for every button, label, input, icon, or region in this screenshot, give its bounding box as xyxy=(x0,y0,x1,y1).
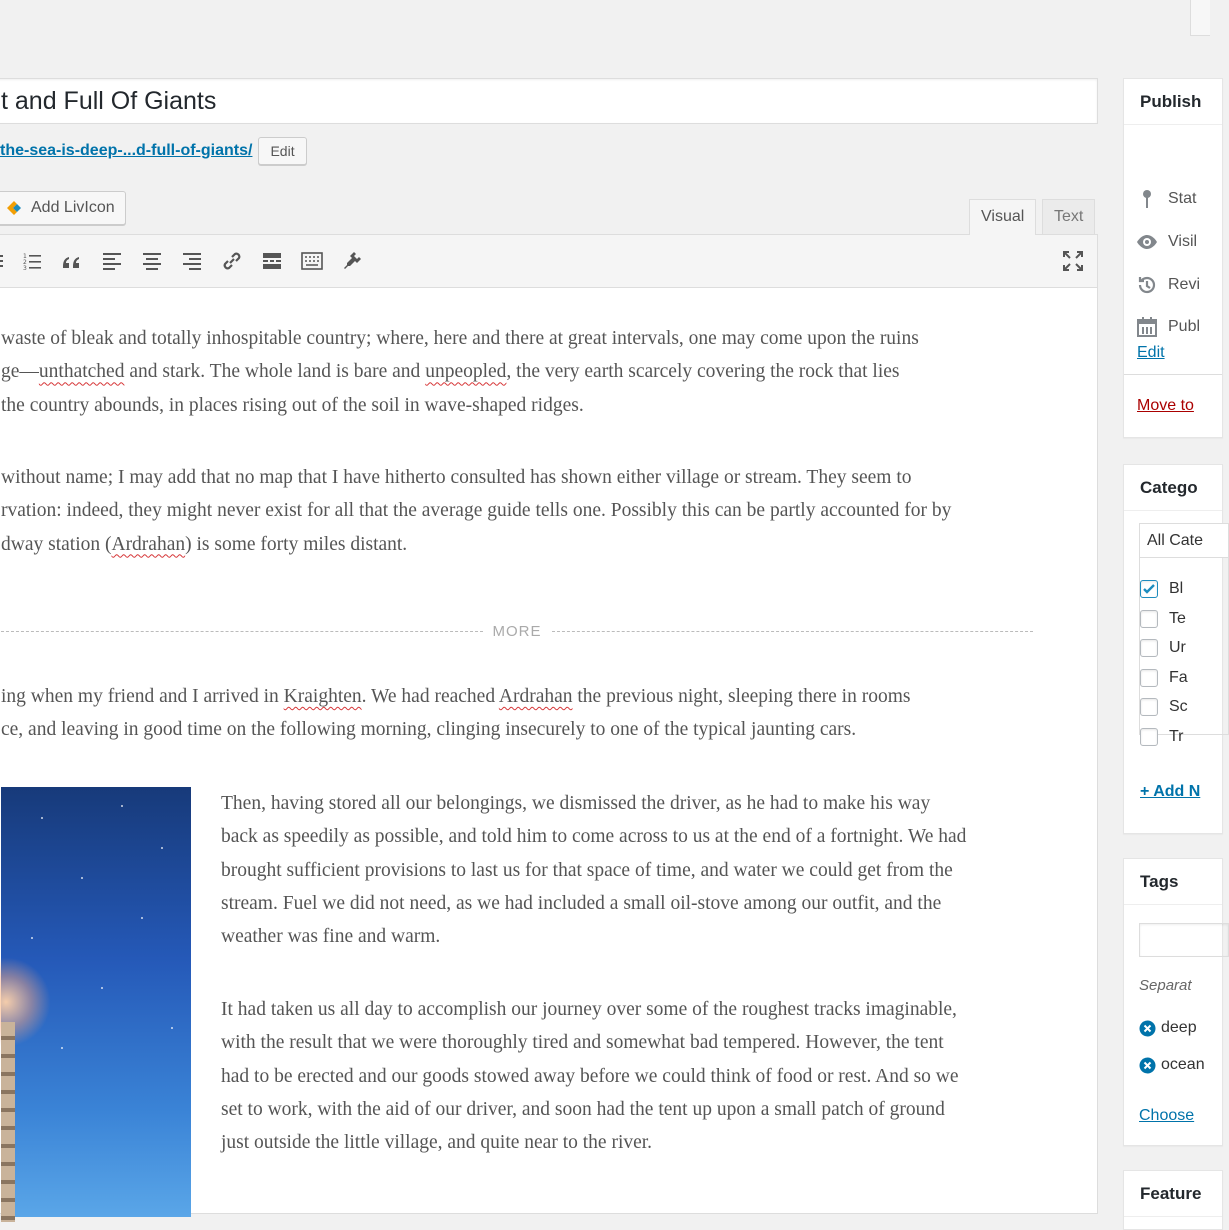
revisions-label: Revi xyxy=(1168,276,1201,293)
lighthouse-tower xyxy=(1,1022,15,1222)
text-line: without name; I may add that no map that I have hitherto consulted has shown either village or stream. They seem to xyxy=(1,467,912,488)
text-span: ge— xyxy=(1,361,39,383)
misspelled-word: unthatched xyxy=(38,361,125,383)
publish-box xyxy=(1123,78,1223,438)
text-line xyxy=(1,355,919,388)
text-span: and stark. The whole land is bare and xyxy=(124,361,426,383)
permalink-edit-button[interactable]: Edit xyxy=(258,137,306,165)
category-item[interactable] xyxy=(1140,639,1186,657)
paragraph xyxy=(1,322,919,422)
visibility-label: Visil xyxy=(1168,233,1198,250)
paragraph xyxy=(1,680,910,747)
tags-title: Tags xyxy=(1124,859,1222,905)
read-more-icon[interactable] xyxy=(258,247,286,275)
misspelled-word: Ardrahan xyxy=(498,686,573,707)
category-label: Fa xyxy=(1169,669,1188,686)
more-separator xyxy=(1,619,1033,643)
tag-item xyxy=(1139,1019,1197,1037)
text-line: weather was fine and warm. xyxy=(221,926,441,948)
text-line: waste of bleak and totally inhospitable country; where, here and there at great intervals, one may come upon the ruins xyxy=(1,328,919,349)
text-span: dway station ( xyxy=(1,533,112,555)
category-item[interactable] xyxy=(1140,669,1188,687)
add-new-category-link[interactable]: + Add N xyxy=(1140,783,1201,800)
more-dash-right xyxy=(552,631,1034,632)
published-row xyxy=(1136,316,1200,338)
text-line xyxy=(1,528,951,561)
category-checkbox[interactable] xyxy=(1140,580,1158,598)
category-checkbox[interactable] xyxy=(1140,698,1158,716)
calendar-icon xyxy=(1136,316,1158,338)
editor-toolbar xyxy=(0,235,1097,288)
category-item[interactable] xyxy=(1140,728,1184,746)
text-line: with the result that we were thoroughly tired and somewhat bad tempered. However, the tent xyxy=(221,1032,944,1054)
tags-hint: Separat xyxy=(1139,977,1192,994)
tag-item xyxy=(1139,1056,1205,1074)
text-line xyxy=(1,680,910,713)
add-livicon-label: Add LivIcon xyxy=(31,199,115,216)
featured-image-title: Feature xyxy=(1124,1171,1222,1217)
category-item[interactable] xyxy=(1140,610,1186,628)
add-livicon-button[interactable] xyxy=(0,191,126,225)
align-center-icon[interactable] xyxy=(138,247,166,275)
permalink-row xyxy=(0,138,307,164)
category-checkbox[interactable] xyxy=(1140,728,1158,746)
text-line: It had taken us all day to accomplish our journey over some of the roughest tracks imaginable, xyxy=(221,999,957,1020)
livicon-icon xyxy=(5,199,23,217)
status-row xyxy=(1136,188,1196,210)
category-checkbox[interactable] xyxy=(1140,610,1158,628)
tag-label: deep xyxy=(1161,1019,1197,1036)
visibility-row xyxy=(1136,231,1197,253)
publish-divider xyxy=(1124,374,1222,375)
paragraph xyxy=(1,461,951,561)
move-to-trash-link[interactable]: Move to xyxy=(1137,397,1194,414)
category-item[interactable] xyxy=(1140,698,1188,716)
publish-title: Publish xyxy=(1124,79,1222,125)
pin-icon xyxy=(1136,188,1158,210)
category-label: Tr xyxy=(1169,728,1184,745)
tag-input[interactable] xyxy=(1139,923,1229,957)
categories-title: Catego xyxy=(1124,465,1222,511)
paragraph xyxy=(221,993,959,1159)
text-line: brought sufficient provisions to last us for that space of time, and water we could get from the xyxy=(221,859,953,881)
category-checkbox[interactable] xyxy=(1140,639,1158,657)
text-line: set to work, with the aid of our driver, and soon had the tent up upon a small patch of ground xyxy=(221,1098,945,1120)
lighthouse-night-image[interactable] xyxy=(1,787,191,1217)
more-label: MORE xyxy=(492,622,542,640)
tag-label: ocean xyxy=(1161,1056,1205,1073)
revisions-row xyxy=(1136,274,1200,296)
text-span: . We had reached xyxy=(361,686,499,707)
text-span: ) is some forty miles distant. xyxy=(185,533,408,555)
text-line: just outside the little village, and quite near to the river. xyxy=(221,1132,653,1154)
category-label: Bl xyxy=(1169,580,1184,597)
fullscreen-icon[interactable] xyxy=(1059,247,1087,275)
category-label: Ur xyxy=(1169,639,1186,656)
misspelled-word: Ardrahan xyxy=(111,533,186,555)
svg-text:2: 2 xyxy=(23,259,27,266)
categories-box xyxy=(1123,464,1223,834)
text-span: , the very earth scarcely covering the rock that lies xyxy=(506,361,900,383)
category-label: Sc xyxy=(1169,698,1188,715)
text-line: back as speedily as possible, and told him to come across to us at the end of a fortnight. We had xyxy=(221,826,967,848)
text-line: rvation: indeed, they might never exist for all that the average guide tells one. Possibly this can be partly accounted for by xyxy=(1,500,952,522)
align-left-icon[interactable] xyxy=(98,247,126,275)
misspelled-word: unpeopled xyxy=(425,361,507,383)
text-line: the country abounds, in places rising out of the soil in wave-shaped ridges. xyxy=(1,394,584,416)
plugin-icon[interactable] xyxy=(338,247,366,275)
permalink-link[interactable]: the-sea-is-deep-...d-full-of-giants/ xyxy=(0,142,253,159)
choose-tags-link[interactable]: Choose xyxy=(1139,1107,1195,1124)
sidebar xyxy=(1123,0,1223,1203)
tags-box xyxy=(1123,858,1223,1146)
insert-link-icon[interactable] xyxy=(218,247,246,275)
blockquote-icon[interactable] xyxy=(58,247,86,275)
category-item[interactable] xyxy=(1140,580,1183,598)
text-line: stream. Fuel we did not need, as we had included a small oil-stove among our outfit, and the xyxy=(221,892,942,914)
revisions-icon xyxy=(1136,274,1158,296)
text-span: the previous night, sleeping there in rooms xyxy=(572,686,911,707)
text-line: Then, having stored all our belongings, we dismissed the driver, as he had to make his way xyxy=(221,793,931,814)
align-right-icon[interactable] xyxy=(178,247,206,275)
misspelled-word: Kraighten xyxy=(283,686,362,707)
featured-image-box xyxy=(1123,1170,1223,1230)
tab-visual[interactable]: Visual xyxy=(969,199,1036,235)
published-label: Publ xyxy=(1168,318,1201,335)
category-checkbox[interactable] xyxy=(1140,669,1158,687)
status-label: Stat xyxy=(1168,190,1197,207)
numbered-list-icon[interactable] xyxy=(18,247,46,275)
editor-frame xyxy=(0,234,1098,1214)
paragraph xyxy=(221,787,966,953)
publish-date-edit-link[interactable]: Edit xyxy=(1137,344,1165,361)
text-line: ce, and leaving in good time on the following morning, clinging insecurely to one of the typical jaunting cars. xyxy=(1,719,857,741)
remove-tag-icon[interactable] xyxy=(1139,1020,1156,1037)
more-dash-left xyxy=(1,631,483,632)
svg-text:3: 3 xyxy=(23,265,27,272)
bullet-list-icon[interactable] xyxy=(0,247,14,275)
tab-text[interactable]: Text xyxy=(1042,199,1095,235)
check-icon xyxy=(1141,581,1157,597)
remove-tag-icon[interactable] xyxy=(1139,1057,1156,1074)
text-line: had to be erected and our goods stowed away before we could think of food or rest. And so we xyxy=(221,1065,959,1087)
tab-all-categories[interactable]: All Cate xyxy=(1140,524,1228,558)
category-label: Te xyxy=(1169,610,1186,627)
toolbar-toggle-icon[interactable] xyxy=(298,247,326,275)
eye-icon xyxy=(1136,231,1158,253)
svg-text:1: 1 xyxy=(23,253,27,260)
text-span: ing when my friend and I arrived in xyxy=(1,686,284,707)
post-title-input[interactable]: t and Full Of Giants xyxy=(0,78,1098,124)
